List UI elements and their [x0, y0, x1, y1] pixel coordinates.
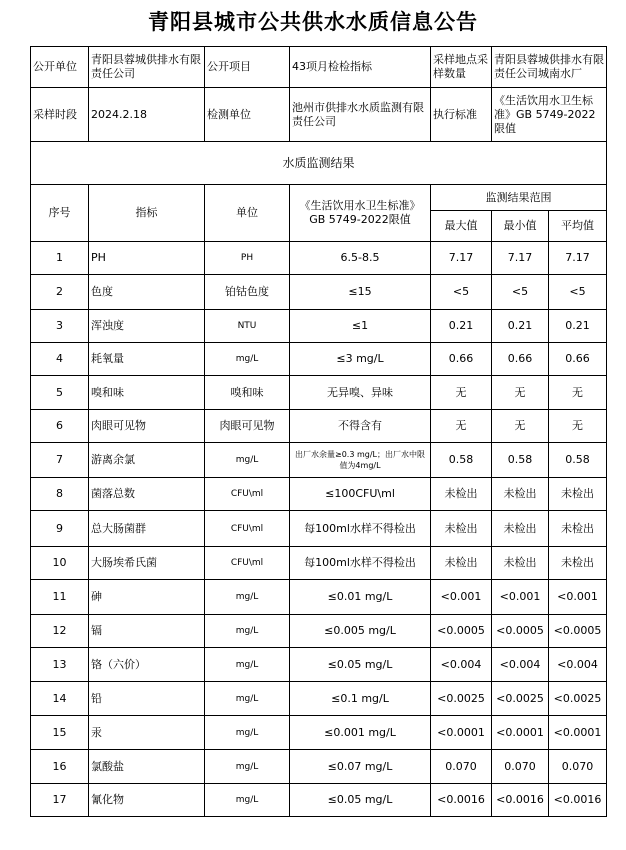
row-unit: mg/L: [205, 443, 290, 478]
row-limit: 不得含有: [290, 410, 431, 443]
row-min: 0.66: [492, 343, 549, 376]
row-max: <5: [431, 275, 492, 310]
row-max: <0.0005: [431, 615, 492, 648]
label-sampling-site: 采样地点采样数量: [431, 47, 492, 88]
row-min: 未检出: [492, 478, 549, 511]
row-index-name: 菌落总数: [89, 478, 205, 511]
table-row: [31, 615, 607, 648]
row-max: <0.0001: [431, 716, 492, 750]
row-number: 8: [31, 478, 89, 511]
row-unit: mg/L: [205, 784, 290, 817]
row-max: 0.66: [431, 343, 492, 376]
row-min: 无: [492, 410, 549, 443]
table-row: [31, 478, 607, 511]
row-unit: 肉眼可见物: [205, 410, 290, 443]
row-avg: 0.58: [549, 443, 607, 478]
row-max: 无: [431, 410, 492, 443]
row-min: 无: [492, 376, 549, 410]
header-limit: 《生活饮用水卫生标准》GB 5749-2022限值: [290, 185, 431, 242]
publisher-value: 青阳县蓉城供排水有限责任公司: [89, 47, 205, 88]
row-number: 3: [31, 310, 89, 343]
sampling-site-value: 青阳县蓉城供排水有限责任公司城南水厂: [492, 47, 607, 88]
row-index-name: 铅: [89, 682, 205, 716]
table-row: [31, 511, 607, 547]
table-row: [31, 750, 607, 784]
header-unit: 单位: [205, 185, 290, 242]
table-row: [31, 682, 607, 716]
row-min: 0.070: [492, 750, 549, 784]
table-row: [31, 275, 607, 310]
table-row: [31, 716, 607, 750]
sampling-time-value: 2024.2.18: [89, 88, 205, 142]
row-limit: ≤0.05 mg/L: [290, 648, 431, 682]
row-avg: 0.66: [549, 343, 607, 376]
row-index-name: 总大肠菌群: [89, 511, 205, 547]
project-value: 43项月检检指标: [290, 47, 431, 88]
section-row: [31, 142, 607, 185]
row-avg: 未检出: [549, 511, 607, 547]
row-avg: 0.070: [549, 750, 607, 784]
row-max: 0.21: [431, 310, 492, 343]
row-index-name: 浑浊度: [89, 310, 205, 343]
row-limit: ≤0.001 mg/L: [290, 716, 431, 750]
row-unit: 嗅和味: [205, 376, 290, 410]
row-limit: 每100ml水样不得检出: [290, 511, 431, 547]
table-row: [31, 310, 607, 343]
row-limit: 每100ml水样不得检出: [290, 547, 431, 580]
row-max: 7.17: [431, 242, 492, 275]
row-number: 13: [31, 648, 89, 682]
row-min: <0.0001: [492, 716, 549, 750]
row-limit: ≤15: [290, 275, 431, 310]
row-max: 未检出: [431, 511, 492, 547]
row-limit: ≤0.005 mg/L: [290, 615, 431, 648]
row-max: <0.001: [431, 580, 492, 615]
row-avg: 未检出: [549, 547, 607, 580]
row-limit: 6.5-8.5: [290, 242, 431, 275]
header-max: 最大值: [431, 211, 492, 242]
row-index-name: 砷: [89, 580, 205, 615]
table-row: [31, 410, 607, 443]
row-unit: NTU: [205, 310, 290, 343]
testing-lab-value: 池州市供排水水质监测有限责任公司: [290, 88, 431, 142]
label-testing-lab: 检测单位: [205, 88, 290, 142]
row-unit: CFU\ml: [205, 547, 290, 580]
row-min: 7.17: [492, 242, 549, 275]
row-avg: 无: [549, 376, 607, 410]
row-avg: <0.0016: [549, 784, 607, 817]
row-unit: mg/L: [205, 716, 290, 750]
info-row-2: [31, 88, 607, 142]
label-publisher: 公开单位: [31, 47, 89, 88]
row-index-name: 色度: [89, 275, 205, 310]
table-row: [31, 443, 607, 478]
row-number: 9: [31, 511, 89, 547]
section-title: 水质监测结果: [31, 142, 607, 185]
row-number: 16: [31, 750, 89, 784]
table-row: [31, 580, 607, 615]
row-unit: mg/L: [205, 750, 290, 784]
row-max: <0.0025: [431, 682, 492, 716]
row-number: 2: [31, 275, 89, 310]
row-min: <0.0025: [492, 682, 549, 716]
row-number: 11: [31, 580, 89, 615]
row-min: 未检出: [492, 511, 549, 547]
row-unit: mg/L: [205, 615, 290, 648]
row-index-name: 嗅和味: [89, 376, 205, 410]
row-avg: <0.001: [549, 580, 607, 615]
info-row-1: [31, 47, 607, 88]
row-avg: 未检出: [549, 478, 607, 511]
row-max: <0.004: [431, 648, 492, 682]
row-unit: mg/L: [205, 580, 290, 615]
row-index-name: 氯酸盐: [89, 750, 205, 784]
row-avg: <5: [549, 275, 607, 310]
label-project: 公开项目: [205, 47, 290, 88]
header-no: 序号: [31, 185, 89, 242]
label-standard: 执行标准: [431, 88, 492, 142]
row-unit: mg/L: [205, 343, 290, 376]
row-avg: 0.21: [549, 310, 607, 343]
row-min: 0.58: [492, 443, 549, 478]
row-limit: ≤0.05 mg/L: [290, 784, 431, 817]
header-avg: 平均值: [549, 211, 607, 242]
row-number: 4: [31, 343, 89, 376]
row-index-name: 镉: [89, 615, 205, 648]
row-max: 0.58: [431, 443, 492, 478]
row-index-name: 铬（六价）: [89, 648, 205, 682]
row-number: 1: [31, 242, 89, 275]
row-min: 未检出: [492, 547, 549, 580]
row-limit: 无异嗅、异味: [290, 376, 431, 410]
row-number: 17: [31, 784, 89, 817]
row-max: <0.0016: [431, 784, 492, 817]
row-number: 15: [31, 716, 89, 750]
label-sampling-time: 采样时段: [31, 88, 89, 142]
row-number: 6: [31, 410, 89, 443]
row-limit: ≤0.07 mg/L: [290, 750, 431, 784]
row-number: 14: [31, 682, 89, 716]
row-max: 未检出: [431, 547, 492, 580]
row-index-name: 汞: [89, 716, 205, 750]
table-row: [31, 547, 607, 580]
row-min: <0.004: [492, 648, 549, 682]
row-min: <0.001: [492, 580, 549, 615]
row-number: 5: [31, 376, 89, 410]
row-number: 12: [31, 615, 89, 648]
row-min: <0.0016: [492, 784, 549, 817]
table-row: [31, 343, 607, 376]
row-min: <5: [492, 275, 549, 310]
row-max: 未检出: [431, 478, 492, 511]
table-row: [31, 784, 607, 817]
row-index-name: 肉眼可见物: [89, 410, 205, 443]
row-avg: <0.0001: [549, 716, 607, 750]
table-row: [31, 376, 607, 410]
header-row-1: [31, 185, 607, 211]
row-limit: ≤0.1 mg/L: [290, 682, 431, 716]
row-unit: 铂钴色度: [205, 275, 290, 310]
table-row: [31, 242, 607, 275]
water-quality-table: [30, 46, 607, 817]
row-unit: mg/L: [205, 648, 290, 682]
row-limit: ≤0.01 mg/L: [290, 580, 431, 615]
header-range: 监测结果范围: [431, 185, 607, 211]
row-limit: ≤100CFU\ml: [290, 478, 431, 511]
row-max: 无: [431, 376, 492, 410]
header-index: 指标: [89, 185, 205, 242]
row-limit: 出厂水余量≥0.3 mg/L；出厂水中限值为4mg/L: [290, 443, 431, 478]
row-min: 0.21: [492, 310, 549, 343]
row-index-name: 大肠埃希氏菌: [89, 547, 205, 580]
row-avg: <0.0025: [549, 682, 607, 716]
row-unit: mg/L: [205, 682, 290, 716]
row-limit: ≤3 mg/L: [290, 343, 431, 376]
row-index-name: 游离余氯: [89, 443, 205, 478]
row-unit: CFU\ml: [205, 511, 290, 547]
row-min: <0.0005: [492, 615, 549, 648]
row-avg: <0.004: [549, 648, 607, 682]
row-unit: CFU\ml: [205, 478, 290, 511]
header-min: 最小值: [492, 211, 549, 242]
page-title: 青阳县城市公共供水水质信息公告: [148, 10, 478, 34]
row-index-name: 氰化物: [89, 784, 205, 817]
standard-value: 《生活饮用水卫生标准》GB 5749-2022限值: [492, 88, 607, 142]
row-limit: ≤1: [290, 310, 431, 343]
row-unit: PH: [205, 242, 290, 275]
row-index-name: PH: [89, 242, 205, 275]
row-avg: <0.0005: [549, 615, 607, 648]
row-avg: 无: [549, 410, 607, 443]
row-max: 0.070: [431, 750, 492, 784]
row-index-name: 耗氧量: [89, 343, 205, 376]
row-number: 10: [31, 547, 89, 580]
table-row: [31, 648, 607, 682]
row-number: 7: [31, 443, 89, 478]
row-avg: 7.17: [549, 242, 607, 275]
